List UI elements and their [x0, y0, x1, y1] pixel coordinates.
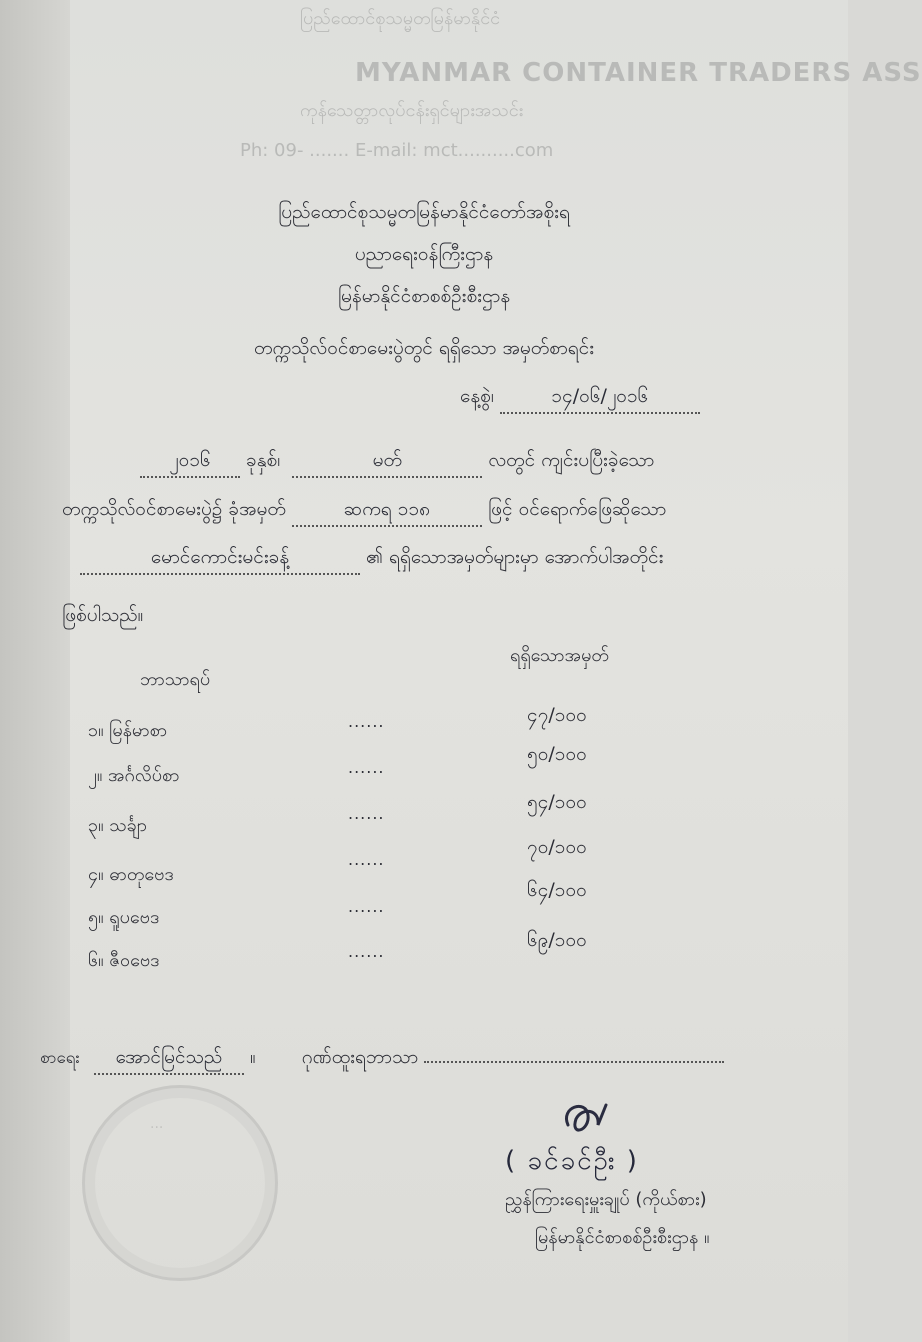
- marks-header: ရရှိသောအမှတ်: [510, 645, 609, 666]
- result-value: အောင်မြင်သည်: [94, 1045, 244, 1075]
- signatory-title: ညွှန်ကြားရေးမှူးချုပ် (ကိုယ်စား): [505, 1189, 707, 1210]
- header-ministry: ပညာရေးဝန်ကြီးဌာန: [354, 243, 494, 265]
- bleed-line-1: ပြည်ထောင်စုသမ္မတမြန်မာနိုင်ငံ: [300, 8, 501, 29]
- row-dots: ......: [348, 712, 385, 731]
- bleed-line-3: ကုန်သေတ္တာလုပ်ငန်းရှင်များအသင်း: [300, 100, 524, 121]
- subject-name: ၄။ ဓာတုဗေဒ: [88, 864, 174, 885]
- student-name-line: [80, 545, 663, 575]
- name-suffix: ၏ ရရှိသောအမှတ်များမှာ အောက်ပါအတိုင်း: [366, 546, 664, 568]
- row-dots: ......: [348, 804, 385, 823]
- document-title: တက္ကသိုလ်ဝင်စာမေးပွဲတွင် ရရှိသော အမှတ်စာရင်း: [253, 337, 595, 359]
- row-dots: ......: [348, 850, 385, 869]
- subject-mark: ၅၄/၁၀၀: [527, 791, 587, 813]
- subject-name: ၁။ မြန်မာစာ: [88, 720, 168, 741]
- roll-value: ဆကရ ၁၁၈: [292, 497, 482, 527]
- subject-mark: ၆၉/၁၀၀: [527, 929, 587, 951]
- subject-name: ၅။ ရူပဗေဒ: [88, 907, 160, 928]
- date-line: [460, 384, 700, 414]
- month-suffix: လတွင် ကျင်းပပြီးခဲ့သော: [488, 449, 655, 471]
- issuing-department: မြန်မာနိုင်ငံစာစစ်ဦးစီးဌာန ။: [535, 1227, 710, 1248]
- header-department: မြန်မာနိုင်ငံစာစစ်ဦးစီးဌာန: [337, 285, 511, 307]
- subject-mark: ၅၀/၁၀၀: [527, 743, 587, 765]
- distinction-blank: [424, 1043, 724, 1063]
- checker-label: စာရေး: [40, 1048, 80, 1068]
- roll-number-line: [62, 497, 666, 527]
- date-label: နေ့စွဲ၊: [460, 385, 494, 407]
- month-value: မတ်: [292, 448, 482, 478]
- bleed-line-2: MYANMAR CONTAINER TRADERS ASS: [355, 58, 922, 88]
- distinction-label: ဂုဏ်ထူးရဘာသာ: [301, 1046, 419, 1068]
- exam-year-line: [140, 448, 654, 478]
- row-dots: ......: [348, 942, 385, 961]
- subject-mark: ၄၇/၁၀၀: [527, 704, 587, 726]
- result-end: ။: [249, 1046, 256, 1068]
- roll-prefix: တက္ကသိုလ်ဝင်စာမေးပွဲ၌ ခုံအမှတ်: [62, 498, 286, 520]
- date-value: ၁၄/၀၆/၂၀၁၆: [500, 384, 700, 414]
- bleed-line-4: Ph: 09- ....... E-mail: mct..........com: [240, 140, 554, 161]
- subject-header: ဘာသာရပ်: [140, 669, 211, 690]
- subject-name: ၃။ သင်္ချာ: [88, 815, 148, 836]
- roll-suffix: ဖြင့် ဝင်ရောက်ဖြေဆိုသော: [487, 498, 667, 520]
- row-dots: ......: [348, 758, 385, 777]
- official-seal: [82, 1085, 278, 1281]
- subject-name: ၆။ ဇီဝဗေဒ: [88, 950, 160, 971]
- year-value: ၂၀၁၆: [140, 448, 240, 478]
- year-label: ခုနှစ်၊: [246, 449, 281, 471]
- signatory-name: ( ခင်ခင်ဦး ): [505, 1146, 639, 1176]
- subject-mark: ၇၀/၁၀၀: [527, 836, 587, 858]
- student-name: မောင်ကောင်းမင်းခန့်: [80, 545, 360, 575]
- subject-mark: ၆၄/၁၀၀: [527, 879, 587, 901]
- row-dots: ......: [348, 897, 385, 916]
- subject-name: ၂။ အင်္ဂလိပ်စာ: [88, 765, 180, 786]
- header-government: ပြည်ထောင်စုသမ္မတမြန်မာနိုင်ငံတော်အစိုးရ: [278, 201, 570, 223]
- result-line: [40, 1043, 724, 1075]
- closing-text: ဖြစ်ပါသည်။: [62, 604, 144, 626]
- seal-text: ···: [150, 1120, 164, 1136]
